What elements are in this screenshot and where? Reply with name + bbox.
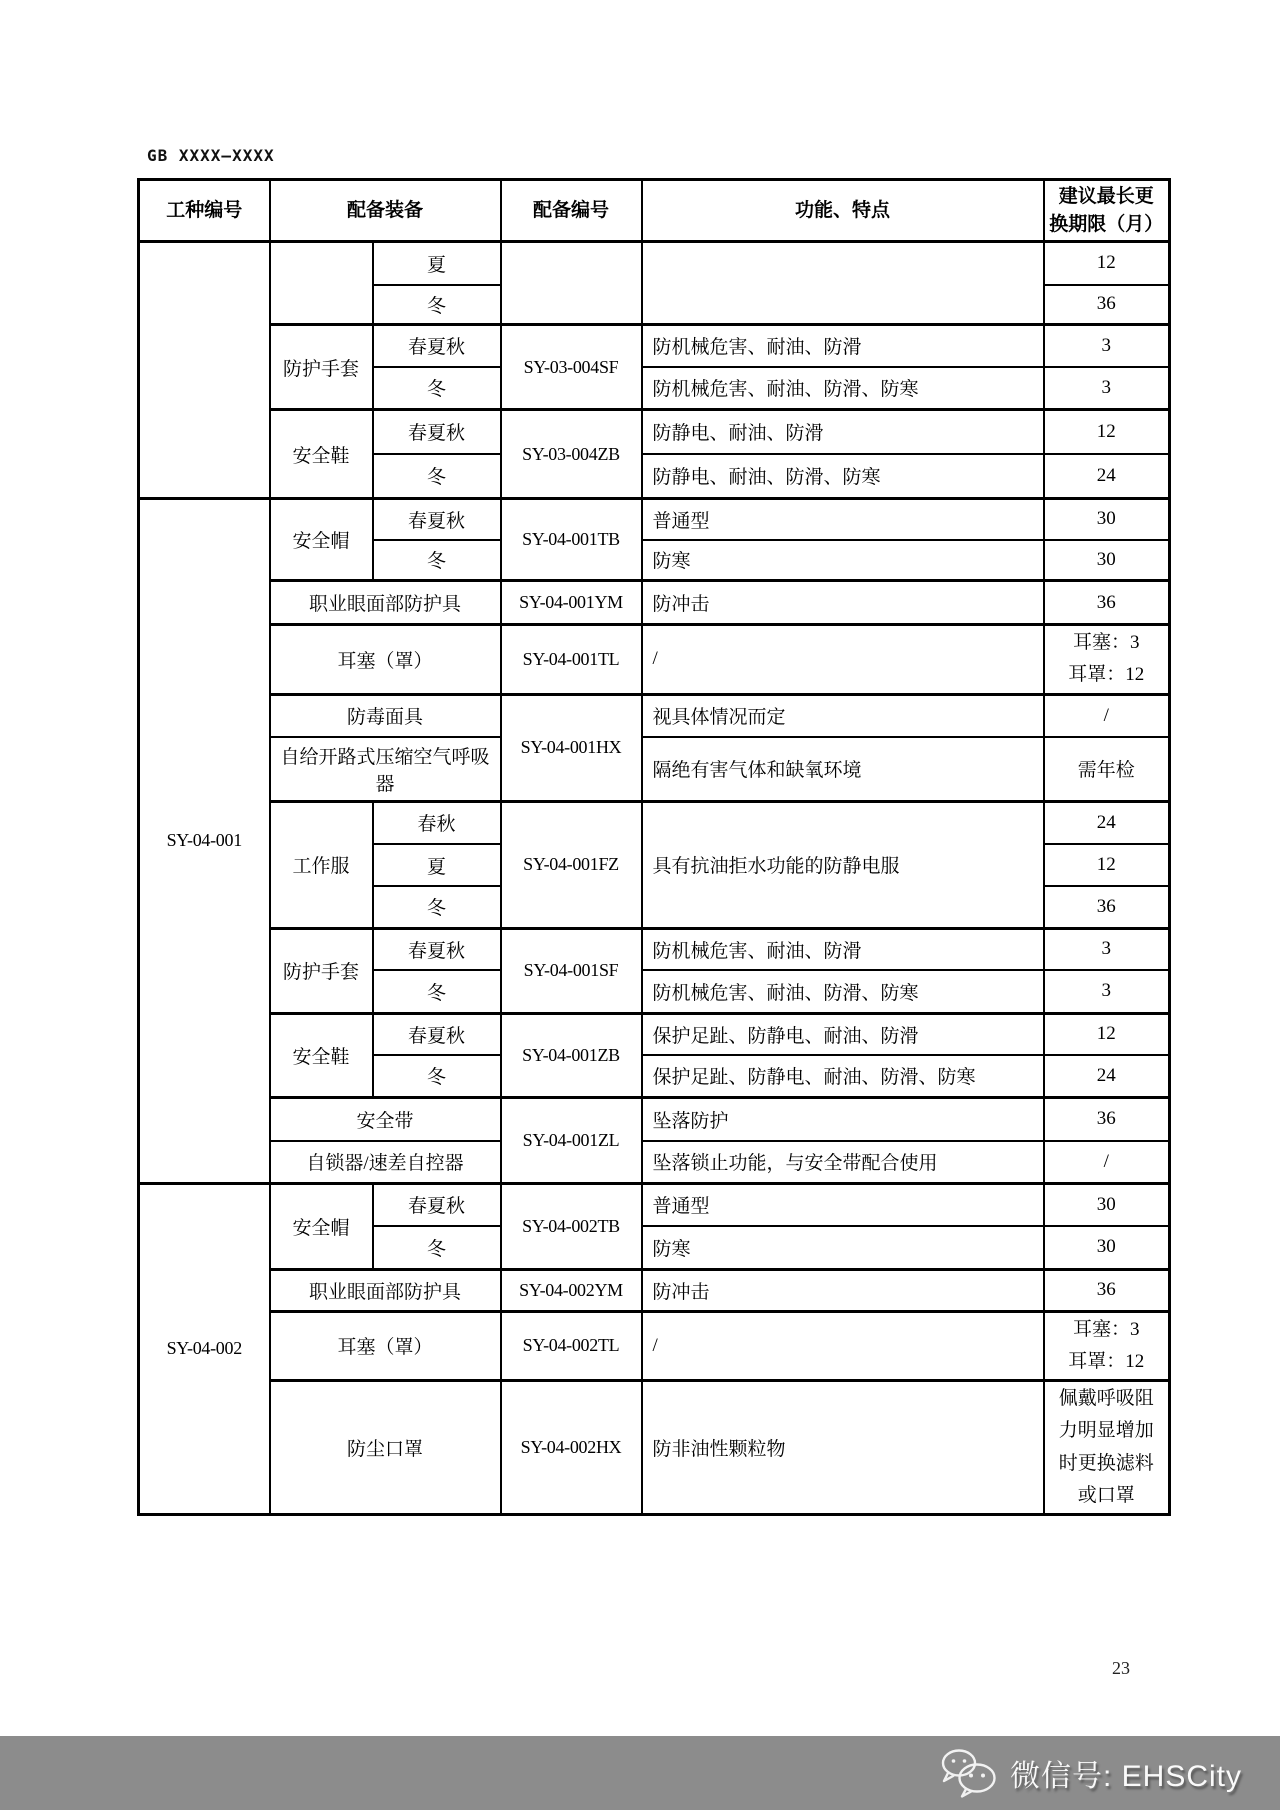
table-cell: 安全帽 <box>270 1183 373 1269</box>
page-number: 23 <box>1112 1658 1130 1678</box>
table-cell: 3 <box>1044 970 1170 1013</box>
header-cell: 工种编号 <box>139 180 270 242</box>
table-cell: 春夏秋 <box>373 1013 501 1055</box>
table-cell: 防毒面具 <box>270 694 501 737</box>
cell-line: 耳塞：3 <box>1073 632 1140 653</box>
table-cell: 24 <box>1044 1055 1170 1097</box>
table-cell: 夏 <box>373 844 501 886</box>
table-row <box>139 1183 1170 1226</box>
table-row <box>139 928 1170 970</box>
table-row <box>139 694 1170 737</box>
table-cell: 坠落锁止功能，与安全带配合使用 <box>642 1141 1044 1183</box>
table-cell: / <box>1044 1141 1170 1183</box>
table-cell <box>1044 625 1170 695</box>
table-cell: 防护手套 <box>270 325 373 410</box>
table-cell: SY-04-001TB <box>501 499 642 581</box>
table-cell: SY-04-001 <box>139 499 270 1184</box>
table-cell: SY-04-001ZL <box>501 1097 642 1183</box>
table-header-row <box>139 180 1170 242</box>
table-cell <box>1044 1381 1170 1515</box>
table-cell: SY-04-001SF <box>501 928 642 1013</box>
table-cell: 36 <box>1044 1097 1170 1141</box>
cell-line: 佩戴呼吸阻 <box>1058 1388 1154 1410</box>
table-cell: SY-04-002YM <box>501 1269 642 1311</box>
table-cell: 冬 <box>373 970 501 1013</box>
table-row <box>139 1013 1170 1055</box>
table-cell: 36 <box>1044 285 1170 325</box>
table-cell: 防护手套 <box>270 928 373 1013</box>
ppe-equipment-table <box>137 178 1171 1516</box>
table-cell: 30 <box>1044 1226 1170 1269</box>
table-row <box>139 581 1170 625</box>
table-cell: 自给开路式压缩空气呼吸器 <box>270 737 501 801</box>
table-cell <box>642 242 1044 325</box>
table-row <box>139 1381 1170 1515</box>
table-cell: SY-04-001YM <box>501 581 642 625</box>
table-cell: 冬 <box>373 454 501 499</box>
table-cell: 防尘口罩 <box>270 1381 501 1515</box>
table-cell: SY-04-002 <box>139 1183 270 1515</box>
table-cell: 36 <box>1044 1269 1170 1311</box>
table-row <box>139 737 1170 801</box>
header-cell: 配备编号 <box>501 180 642 242</box>
table-cell: 冬 <box>373 886 501 928</box>
table-cell: SY-03-004SF <box>501 325 642 410</box>
table-cell: SY-04-001HX <box>501 694 642 801</box>
cell-line: 建议最长更 <box>1058 185 1154 207</box>
table-row <box>139 1097 1170 1141</box>
table-row <box>139 1311 1170 1381</box>
table-cell: 防静电、耐油、防滑、防寒 <box>642 454 1044 499</box>
table-cell: 春夏秋 <box>373 410 501 454</box>
table-cell: 坠落防护 <box>642 1097 1044 1141</box>
table-cell: / <box>642 625 1044 695</box>
table-cell: 职业眼面部防护具 <box>270 581 501 625</box>
table-cell: 防寒 <box>642 1226 1044 1269</box>
cell-line: 耳塞：3 <box>1073 1318 1140 1340</box>
table-cell <box>139 242 270 499</box>
table-cell: 冬 <box>373 367 501 410</box>
wechat-icon <box>940 1748 998 1798</box>
table-cell: 自锁器/速差自控器 <box>270 1141 501 1183</box>
table-cell: 防机械危害、耐油、防滑、防寒 <box>642 970 1044 1013</box>
table-cell: 隔绝有害气体和缺氧环境 <box>642 737 1044 801</box>
table-cell: 春夏秋 <box>373 325 501 367</box>
table-cell: 3 <box>1044 928 1170 970</box>
table-cell: 普通型 <box>642 499 1044 540</box>
table-cell: 防冲击 <box>642 1269 1044 1311</box>
table-cell: 12 <box>1044 242 1170 285</box>
table-cell <box>1044 1311 1170 1381</box>
table-cell: 24 <box>1044 454 1170 499</box>
cell-line: 力明显增加 <box>1058 1420 1154 1442</box>
cell-line: 耳罩：12 <box>1068 1350 1145 1372</box>
table-cell: 36 <box>1044 581 1170 625</box>
table-cell <box>501 242 642 325</box>
table-cell: 保护足趾、防静电、耐油、防滑、防寒 <box>642 1055 1044 1097</box>
table-cell: 职业眼面部防护具 <box>270 1269 501 1311</box>
cell-line: 耳罩：12 <box>1068 664 1145 686</box>
table-cell: 耳塞（罩） <box>270 1311 501 1381</box>
table-cell: 防机械危害、耐油、防滑 <box>642 928 1044 970</box>
table-cell: SY-04-001ZB <box>501 1013 642 1097</box>
table-row <box>139 499 1170 540</box>
table-cell: 12 <box>1044 410 1170 454</box>
table-cell <box>270 242 373 325</box>
table-row <box>139 1269 1170 1311</box>
table-cell: SY-04-002HX <box>501 1381 642 1515</box>
table-cell: 夏 <box>373 242 501 285</box>
table-cell: 安全带 <box>270 1097 501 1141</box>
table-row <box>139 625 1170 695</box>
cell-line: 换期限（月） <box>1049 213 1164 235</box>
table-cell: 春秋 <box>373 801 501 844</box>
table-cell: 防机械危害、耐油、防滑、防寒 <box>642 367 1044 410</box>
table-cell: SY-04-001FZ <box>501 801 642 928</box>
table-cell: 30 <box>1044 1183 1170 1226</box>
table-cell: 普通型 <box>642 1183 1044 1226</box>
table-cell: 冬 <box>373 1055 501 1097</box>
table-cell: / <box>642 1311 1044 1381</box>
table-cell: SY-04-002TL <box>501 1311 642 1381</box>
table-cell: 防寒 <box>642 540 1044 581</box>
table-cell: 耳塞（罩） <box>270 625 501 695</box>
table-row <box>139 242 1170 285</box>
table-cell: 春夏秋 <box>373 928 501 970</box>
table-cell: 24 <box>1044 801 1170 844</box>
table-cell: 12 <box>1044 1013 1170 1055</box>
table-cell: 安全帽 <box>270 499 373 581</box>
footer-watermark-band <box>0 1736 1280 1810</box>
table-cell: 具有抗油拒水功能的防静电服 <box>642 801 1044 928</box>
table-cell: 冬 <box>373 1226 501 1269</box>
table-cell: 工作服 <box>270 801 373 928</box>
table-cell: 30 <box>1044 499 1170 540</box>
table-cell: 保护足趾、防静电、耐油、防滑 <box>642 1013 1044 1055</box>
table-cell: 需年检 <box>1044 737 1170 801</box>
table-cell: 12 <box>1044 844 1170 886</box>
table-cell: 3 <box>1044 367 1170 410</box>
header-cell <box>1044 180 1170 242</box>
cell-line: 时更换滤料 <box>1058 1452 1154 1474</box>
table-row <box>139 325 1170 367</box>
table-cell: SY-04-002TB <box>501 1183 642 1269</box>
table-cell: 防非油性颗粒物 <box>642 1381 1044 1515</box>
table-cell: 30 <box>1044 540 1170 581</box>
table-row <box>139 410 1170 454</box>
table-cell: SY-04-001TL <box>501 625 642 695</box>
header-cell: 功能、特点 <box>642 180 1044 242</box>
table-row <box>139 1141 1170 1183</box>
table-cell: 防冲击 <box>642 581 1044 625</box>
table-cell: 安全鞋 <box>270 1013 373 1097</box>
table-cell: 冬 <box>373 540 501 581</box>
table-cell: 冬 <box>373 285 501 325</box>
doc-code: GB XXXX—XXXX <box>147 146 275 165</box>
table-cell: 防静电、耐油、防滑 <box>642 410 1044 454</box>
table-cell: 3 <box>1044 325 1170 367</box>
table-cell: 36 <box>1044 886 1170 928</box>
watermark-text: 微信号: EHSCity <box>1009 1760 1242 1793</box>
table-cell: 视具体情况而定 <box>642 694 1044 737</box>
table-row <box>139 801 1170 844</box>
cell-line: 或口罩 <box>1077 1485 1135 1507</box>
header-cell: 配备装备 <box>270 180 501 242</box>
table-cell: / <box>1044 694 1170 737</box>
table-cell: 春夏秋 <box>373 499 501 540</box>
table-cell: 防机械危害、耐油、防滑 <box>642 325 1044 367</box>
table-cell: SY-03-004ZB <box>501 410 642 499</box>
table-cell: 春夏秋 <box>373 1183 501 1226</box>
table-cell: 安全鞋 <box>270 410 373 499</box>
